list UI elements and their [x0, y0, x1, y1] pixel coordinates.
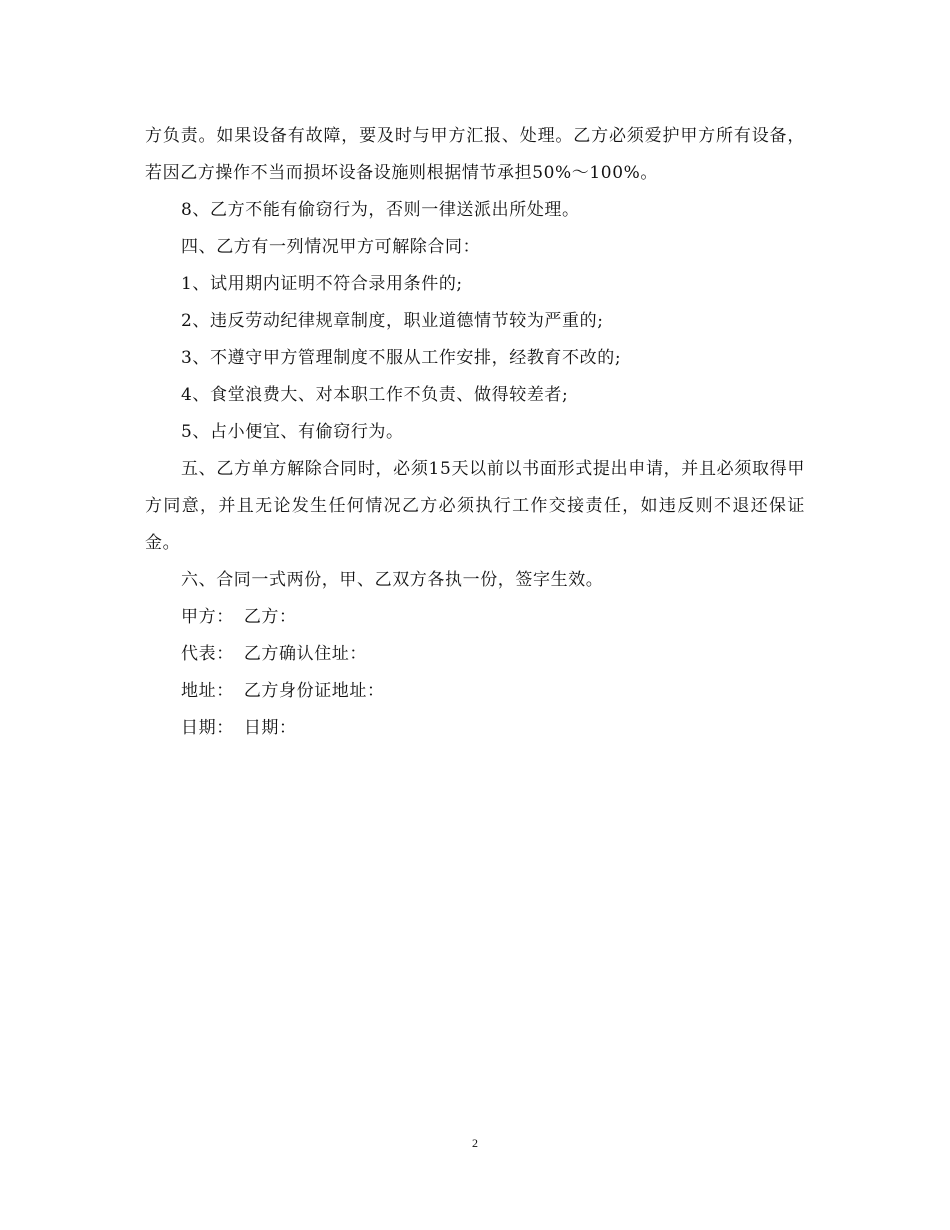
signature-row-address: [145, 673, 805, 710]
party-b-label: 乙方：: [243, 607, 297, 627]
signature-block: [145, 599, 805, 747]
signature-row-representative: [145, 636, 805, 673]
document-body: [145, 118, 805, 747]
signature-row-date: [145, 710, 805, 747]
list-item-petty-theft: 5、占小便宜、有偷窃行为。: [181, 422, 404, 442]
party-b-address-label: 乙方确认住址：: [243, 644, 368, 664]
section-heading-termination: 四、乙方有一列情况甲方可解除合同：: [181, 237, 481, 257]
representative-label: 代表：: [181, 644, 234, 664]
list-item-waste: 4、食堂浪费大、对本职工作不负责、做得较差者;: [181, 385, 569, 405]
page-number: 2: [472, 1136, 478, 1150]
party-b-id-address-label: 乙方身份证地址：: [243, 681, 385, 701]
party-a-date-label: 日期：: [181, 718, 234, 738]
paragraph-no-theft: 8、乙方不能有偷窃行为，否则一律送派出所处理。: [181, 200, 580, 220]
address-label: 地址：: [181, 681, 234, 701]
paragraph-copies: 六、合同一式两份，甲、乙双方各执一份，签字生效。: [181, 570, 604, 590]
paragraph-equipment-responsibility: 方负责。如果设备有故障，要及时与甲方汇报、处理。乙方必须爱护甲方所有设备，若因乙方操作不当而损坏设备设施则根据情节承担50%～100%。: [145, 126, 805, 183]
party-a-label: 甲方：: [181, 607, 234, 627]
signature-row-parties: [145, 599, 805, 636]
list-item-probation: 1、试用期内证明不符合录用条件的;: [181, 274, 463, 294]
list-item-discipline: 2、违反劳动纪律规章制度，职业道德情节较为严重的;: [181, 311, 604, 331]
party-b-date-label: 日期：: [243, 718, 297, 738]
paragraph-unilateral-termination: 五、乙方单方解除合同时，必须15天以前以书面形式提出申请，并且必须取得甲方同意，并且无论发生任何情况乙方必须执行工作交接责任，如违反则不退还保证金。: [145, 459, 805, 553]
list-item-management: 3、不遵守甲方管理制度不服从工作安排，经教育不改的;: [181, 348, 622, 368]
